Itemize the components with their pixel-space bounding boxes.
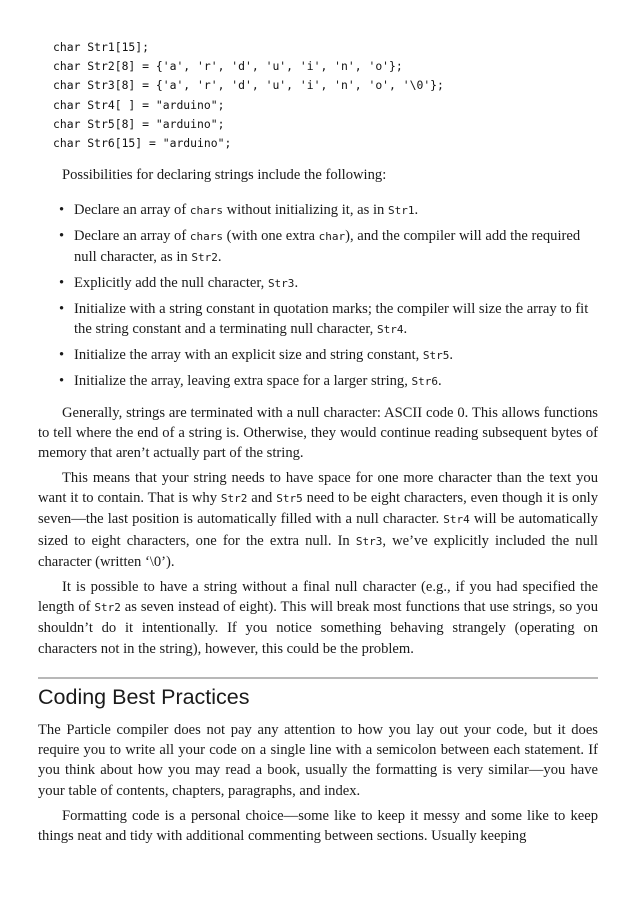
bullet-icon: • (59, 275, 65, 291)
bullet-icon: • (59, 202, 65, 218)
paragraph-formatting: Formatting code is a personal choice—some like to keep it messy and some like to keep things neat and tidy with additional commenting between sections. Usually keeping (38, 808, 598, 845)
bullet-icon: • (59, 228, 65, 244)
section-heading: Coding Best Practices (38, 685, 250, 709)
code-line: char Str4[ ] = "arduino"; (53, 97, 225, 112)
code-line: char Str6[15] = "arduino"; (53, 135, 232, 150)
paragraph-null-terminator: Generally, strings are terminated with a null character: ASCII code 0. This allows functions to tell where the end of a string is. Otherwise, they would continue reading subsequent bytes of memory that aren’t actually part of the string. (38, 405, 598, 462)
intro-text: Possibilities for declaring strings include the following: (62, 167, 387, 183)
code-line: char Str5[8] = "arduino"; (53, 116, 225, 131)
code-block (53, 38, 444, 153)
code-line: char Str1[15]; (53, 40, 150, 54)
list-item: • Declare an array of chars without initializing it, as in Str1. (59, 202, 419, 218)
bullet-icon: • (59, 373, 65, 389)
list-item: • Initialize with a string constant in quotation marks; the compiler will size the array to fit the string constant and a terminating null character, Str4. (59, 301, 589, 337)
paragraph-missing-null: It is possible to have a string without a final null character (e.g., if you had specified the length of Str2 as seven instead of eight). This will break most functions that use strings, so you shouldn’t do it intentionally. If you notice something behaving strangely (operating on characters not in the string), however, this could be the problem. (38, 579, 598, 657)
list-item: • Declare an array of chars (with one extra char), and the compiler will add the required null character, as in Str2. (59, 228, 581, 265)
paragraph-compiler: The Particle compiler does not pay any attention to how you lay out your code, but it does require you to write all your code on a single line with a semicolon between each statement. If you think about how you may read a book, usually the formatting is very similar—you have your table of contents, chapters, paragraphs, and index. (38, 722, 598, 799)
list-item: • Initialize the array, leaving extra space for a larger string, Str6. (59, 373, 442, 389)
bullet-icon: • (59, 301, 65, 317)
paragraph-string-space: This means that your string needs to have space for one more character than the text you want it to contain. That is why Str2 and Str5 need to be eight characters, even though it is only seven—the last position is automatically filled with a null character. Str4 will be automatically sized to eight characters, one for the extra null. In Str3, we’ve explicitly included the null character (written ‘\0’). (38, 470, 598, 570)
list-item: • Explicitly add the null character, Str3. (59, 275, 299, 291)
code-line: char Str3[8] = {'a', 'r', 'd', 'u', 'i', 'n', 'o', '\0'}; (53, 78, 444, 93)
code-line: char Str2[8] = {'a', 'r', 'd', 'u', 'i', 'n', 'o'}; (53, 59, 403, 74)
declaration-list (59, 200, 594, 397)
bullet-icon: • (59, 347, 65, 363)
list-item: • Initialize the array with an explicit size and string constant, Str5. (59, 347, 454, 363)
section-divider (38, 677, 598, 679)
